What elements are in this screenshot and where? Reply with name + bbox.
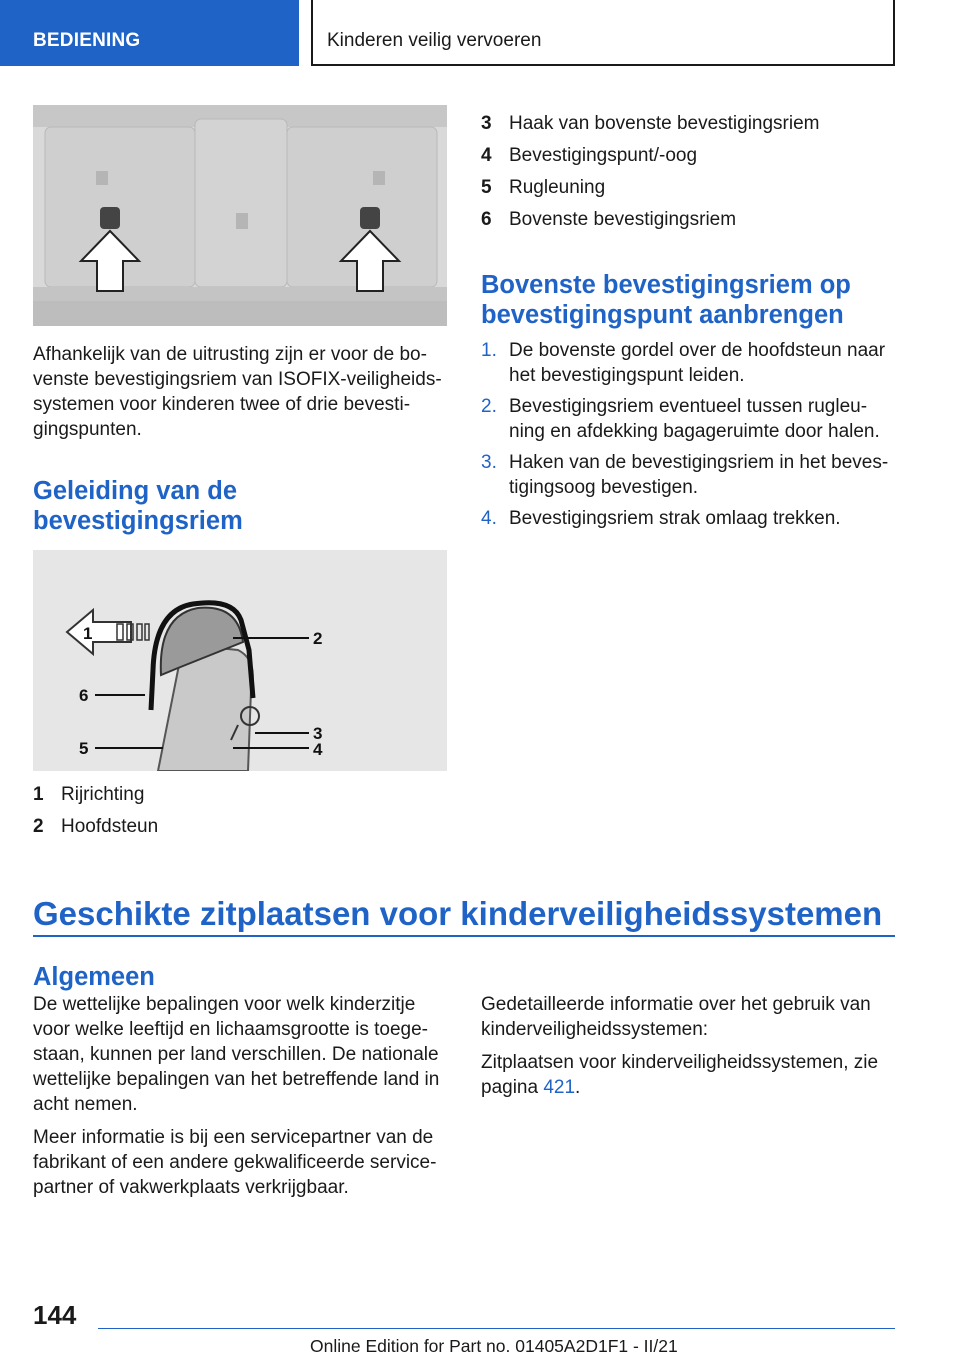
seating-reference-end: . bbox=[575, 1077, 581, 1098]
tether-diagram bbox=[33, 550, 447, 771]
legend-item bbox=[481, 113, 895, 145]
step-text: Bevestigingsriem strak omlaag trekken. bbox=[509, 508, 841, 529]
legend-number: 2 bbox=[33, 816, 44, 837]
step-number: 3. bbox=[481, 452, 497, 473]
general-subheading: Algemeen bbox=[33, 963, 155, 991]
legend-number: 5 bbox=[481, 177, 492, 198]
legend-right bbox=[481, 113, 895, 241]
step-item bbox=[481, 338, 895, 388]
general-paragraph-1: De wettelijke bepalingen voor welk kinderzitje voor welke leeftijd en lichaamsgrootte is toegestaan, kunnen per land verschillen. De nationale wettelijke bepalingen van het betreffende land in acht nemen. bbox=[33, 994, 440, 1115]
legend-text: Hoofdsteun bbox=[61, 816, 159, 837]
legend-item bbox=[33, 784, 447, 816]
step-item bbox=[481, 450, 895, 500]
step-number: 4. bbox=[481, 508, 497, 529]
page-link-421[interactable]: 421 bbox=[543, 1077, 576, 1098]
section-title: Geschikte zitplaatsen voor kinderveiligheidssystemen bbox=[33, 895, 883, 932]
page-number: 144 bbox=[33, 1300, 77, 1330]
legend-item bbox=[481, 145, 895, 177]
diagram-label-2: 2 bbox=[313, 629, 323, 648]
step-item bbox=[481, 394, 895, 444]
legend-text: Bevestigingspunt/-oog bbox=[509, 145, 698, 166]
footer-rule bbox=[98, 1328, 895, 1329]
step-text: De bovenste gordel over de hoofdsteun naar het bevestigingspunt leiden. bbox=[509, 340, 886, 386]
legend-item bbox=[481, 177, 895, 209]
step-text: Bevestigingsriem eventueel tussen rugleuning en afdekking bagageruimte door halen. bbox=[509, 396, 880, 442]
diagram-label-1: 1 bbox=[83, 624, 93, 643]
legend-number: 1 bbox=[33, 784, 44, 805]
step-item bbox=[481, 506, 895, 531]
details-paragraph: Gedetailleerde informatie over het gebruik van kinderveiligheidssystemen: bbox=[481, 994, 871, 1040]
step-number: 2. bbox=[481, 396, 497, 417]
attach-heading: Bovenste bevestigingsriem op bevestigingspunt aanbrengen bbox=[481, 271, 851, 329]
legend-text: Rugleuning bbox=[509, 177, 606, 198]
legend-item bbox=[33, 816, 447, 848]
legend-text: Bovenste bevestigingsriem bbox=[509, 209, 737, 230]
attach-steps bbox=[481, 338, 895, 537]
seating-reference-paragraph bbox=[481, 1050, 895, 1100]
step-number: 1. bbox=[481, 340, 497, 361]
section-divider bbox=[33, 935, 895, 937]
legend-number: 3 bbox=[481, 113, 492, 134]
legend-left bbox=[33, 784, 447, 848]
diagram-label-6: 6 bbox=[79, 686, 89, 705]
anchorage-photo bbox=[33, 105, 447, 326]
general-paragraph-2: Meer informatie is bij een servicepartner van de fabrikant of een andere gekwalificeerde servicepartner of vakwerkplaats verkrijgbaar. bbox=[33, 1127, 437, 1198]
footer-edition: Online Edition for Part no. 01405A2D1F1 - II/21 bbox=[310, 1336, 678, 1356]
legend-number: 6 bbox=[481, 209, 492, 230]
step-text: Haken van de bevestigingsriem in het bevestigingsoog bevestigen. bbox=[509, 452, 889, 498]
guidance-heading: Geleiding van de bevestigingsriem bbox=[33, 477, 243, 535]
diagram-label-4: 4 bbox=[313, 740, 323, 759]
anchorage-paragraph: Afhankelijk van de uitrusting zijn er voor de bovenste bevestigingsriem van ISOFIX-veiligheidssystemen voor kinderen twee of drie bevestigingspunten. bbox=[33, 344, 442, 440]
chapter-label: BEDIENING bbox=[0, 0, 299, 66]
diagram-label-5: 5 bbox=[79, 739, 89, 758]
diagram-label-3: 3 bbox=[313, 724, 323, 743]
legend-text: Haak van bovenste bevestigingsriem bbox=[509, 113, 820, 134]
page-header-title: Kinderen veilig vervoeren bbox=[311, 0, 895, 66]
seating-reference-text: Zitplaatsen voor kinderveiligheidssystemen, zie pagina bbox=[481, 1052, 879, 1098]
legend-item bbox=[481, 209, 895, 241]
legend-number: 4 bbox=[481, 145, 492, 166]
legend-text: Rijrichting bbox=[61, 784, 145, 805]
